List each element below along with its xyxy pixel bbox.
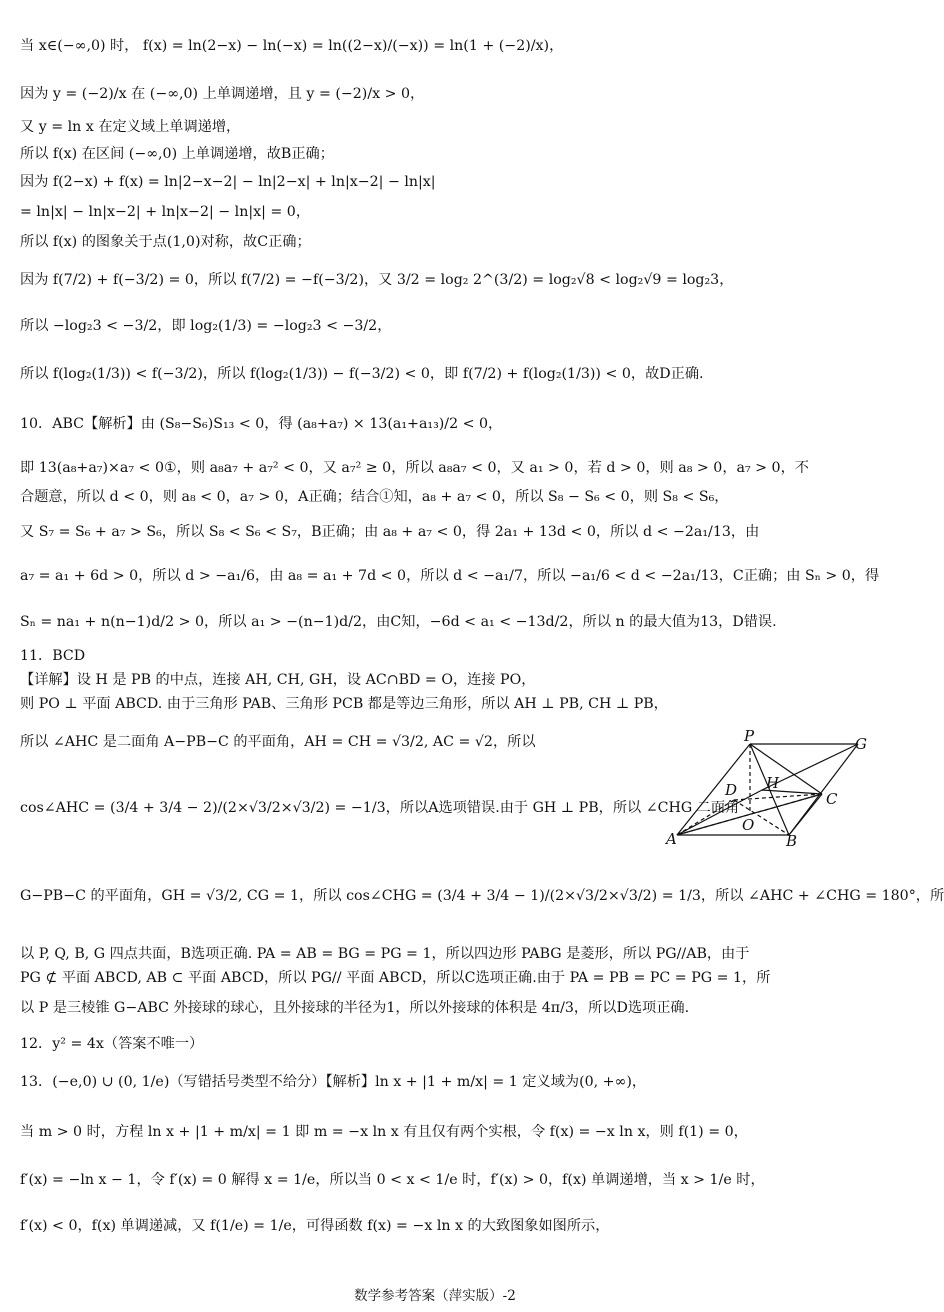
- label-P: P: [744, 727, 755, 745]
- text-line: 所以 −log₂3 < −3/2，即 log₂(1/3) = −log₂3 < −3/2，: [20, 318, 392, 334]
- label-O: O: [742, 816, 755, 834]
- text-line: f′(x) = −ln x − 1，令 f′(x) = 0 解得 x = 1/e，所以当 0 < x < 1/e 时，f′(x) > 0，f(x) 单调递增，当 x > 1/e 时，: [20, 1172, 765, 1188]
- pyramid-figure: [662, 727, 870, 852]
- label-C: C: [826, 790, 838, 808]
- text-line: 又 y = ln x 在定义域上单调递增，: [20, 119, 241, 135]
- label-B: B: [786, 832, 798, 850]
- text-line: 【详解】设 H 是 PB 的中点，连接 AH, CH, GH，设 AC∩BD = O，连接 PO，: [20, 672, 536, 688]
- text-line: G−PB−C 的平面角，GH = √3/2, CG = 1，所以 cos∠CHG = (3/4 + 3/4 − 1)/(2×√3/2×√3/2) = 1/3，所以 ∠AHC + ∠CHG = 180°，所: [20, 888, 944, 904]
- q11-heading-line: 11．BCD: [20, 648, 86, 664]
- text-line: 以 P, Q, B, G 四点共面，B选项正确. PA = AB = BG = PG = 1，所以四边形 PABG 是菱形，所以 PG//AB，由于: [20, 946, 750, 962]
- text-line: f′(x) < 0，f(x) 单调递减，又 f(1/e) = 1/e，可得函数 f(x) = −x ln x 的大致图象如图所示，: [20, 1218, 610, 1234]
- label-A: A: [666, 830, 677, 848]
- text-line: 当 x∈(−∞,0) 时， f(x) = ln(2−x) − ln(−x) = ln((2−x)/(−x)) = ln(1 + (−2)/x)，: [20, 38, 564, 54]
- text-line: 所以 f(x) 在区间 (−∞,0) 上单调递增，故B正确；: [20, 146, 334, 162]
- text-line: 因为 f(2−x) + f(x) = ln|2−x−2| − ln|2−x| + ln|x−2| − ln|x|: [20, 174, 436, 190]
- page-footer: 数学参考答案（萍实版）-2: [354, 1288, 516, 1304]
- text-line: cos∠AHC = (3/4 + 3/4 − 2)/(2×√3/2×√3/2) = −1/3，所以A选项错误.由于 GH ⊥ PB，所以 ∠CHG 二面角: [20, 800, 740, 816]
- text-line: 即 13(a₈+a₇)×a₇ < 0①，则 a₈a₇ + a₇² < 0，又 a₇² ≥ 0，所以 a₈a₇ < 0，又 a₁ > 0，若 d > 0，则 a₈ > 0，a₇ > 0，不: [20, 460, 809, 476]
- text-line: 所以 f(log₂(1/3)) < f(−3/2)，所以 f(log₂(1/3)) − f(−3/2) < 0，即 f(7/2) + f(log₂(1/3)) < 0，故D正确.: [20, 366, 704, 382]
- text-line: 以 P 是三棱锥 G−ABC 外接球的球心，且外接球的半径为1，所以外接球的体积是 4π/3，所以D选项正确.: [20, 1000, 690, 1016]
- text-line: 所以 f(x) 的图象关于点(1,0)对称，故C正确；: [20, 234, 311, 250]
- text-line: 所以 ∠AHC 是二面角 A−PB−C 的平面角，AH = CH = √3/2, AC = √2，所以: [20, 734, 536, 750]
- q12-line: 12．y² = 4x（答案不唯一）: [20, 1036, 204, 1052]
- text-line: a₇ = a₁ + 6d > 0，所以 d > −a₁/6，由 a₈ = a₁ + 7d < 0，所以 d < −a₁/7，所以 −a₁/6 < d < −2a₁/13，C正确；由 Sₙ > 0，得: [20, 568, 880, 584]
- text-line: 则 PO ⊥ 平面 ABCD. 由于三角形 PAB、三角形 PCB 都是等边三角形，所以 AH ⊥ PB, CH ⊥ PB，: [20, 696, 668, 712]
- text-line: PG ⊄ 平面 ABCD, AB ⊂ 平面 ABCD，所以 PG// 平面 ABCD，所以C选项正确.由于 PA = PB = PC = PG = 1，所: [20, 970, 771, 986]
- q10-heading-line: 10．ABC【解析】由 (S₈−S₆)S₁₃ < 0，得 (a₈+a₇) × 13(a₁+a₁₃)/2 < 0，: [20, 416, 503, 432]
- text-line: 合题意，所以 d < 0，则 a₈ < 0，a₇ > 0，A正确；结合①知，a₈ + a₇ < 0，所以 S₈ − S₆ < 0，则 S₈ < S₆，: [20, 489, 729, 505]
- label-G: G: [855, 735, 867, 753]
- label-D: D: [725, 781, 738, 799]
- text-line: 因为 y = (−2)/x 在 (−∞,0) 上单调递增，且 y = (−2)/x > 0，: [20, 86, 425, 102]
- text-line: 又 S₇ = S₆ + a₇ > S₆，所以 S₈ < S₆ < S₇，B正确；由 a₈ + a₇ < 0，得 2a₁ + 13d < 0，所以 d < −2a₁/13，由: [20, 524, 760, 540]
- label-H: H: [766, 774, 780, 792]
- text-line: 因为 f(7/2) + f(−3/2) = 0，所以 f(7/2) = −f(−3/2)，又 3/2 = log₂ 2^(3/2) = log₂√8 < log₂√9 = log₂3，: [20, 272, 734, 288]
- text-line: Sₙ = na₁ + n(n−1)d/2 > 0，所以 a₁ > −(n−1)d/2，由C知，−6d < a₁ < −13d/2，所以 n 的最大值为13，D错误.: [20, 614, 777, 630]
- text-line: = ln|x| − ln|x−2| + ln|x−2| − ln|x| = 0，: [20, 204, 311, 220]
- q13-heading-line: 13．(−e,0) ∪ (0, 1/e)（写错括号类型不给分）【解析】ln x + |1 + m/x| = 1 定义域为(0, +∞)，: [20, 1074, 647, 1090]
- text-line: 当 m > 0 时，方程 ln x + |1 + m/x| = 1 即 m = −x ln x 有且仅有两个实根，令 f(x) = −x ln x，则 f(1) = 0，: [20, 1124, 748, 1140]
